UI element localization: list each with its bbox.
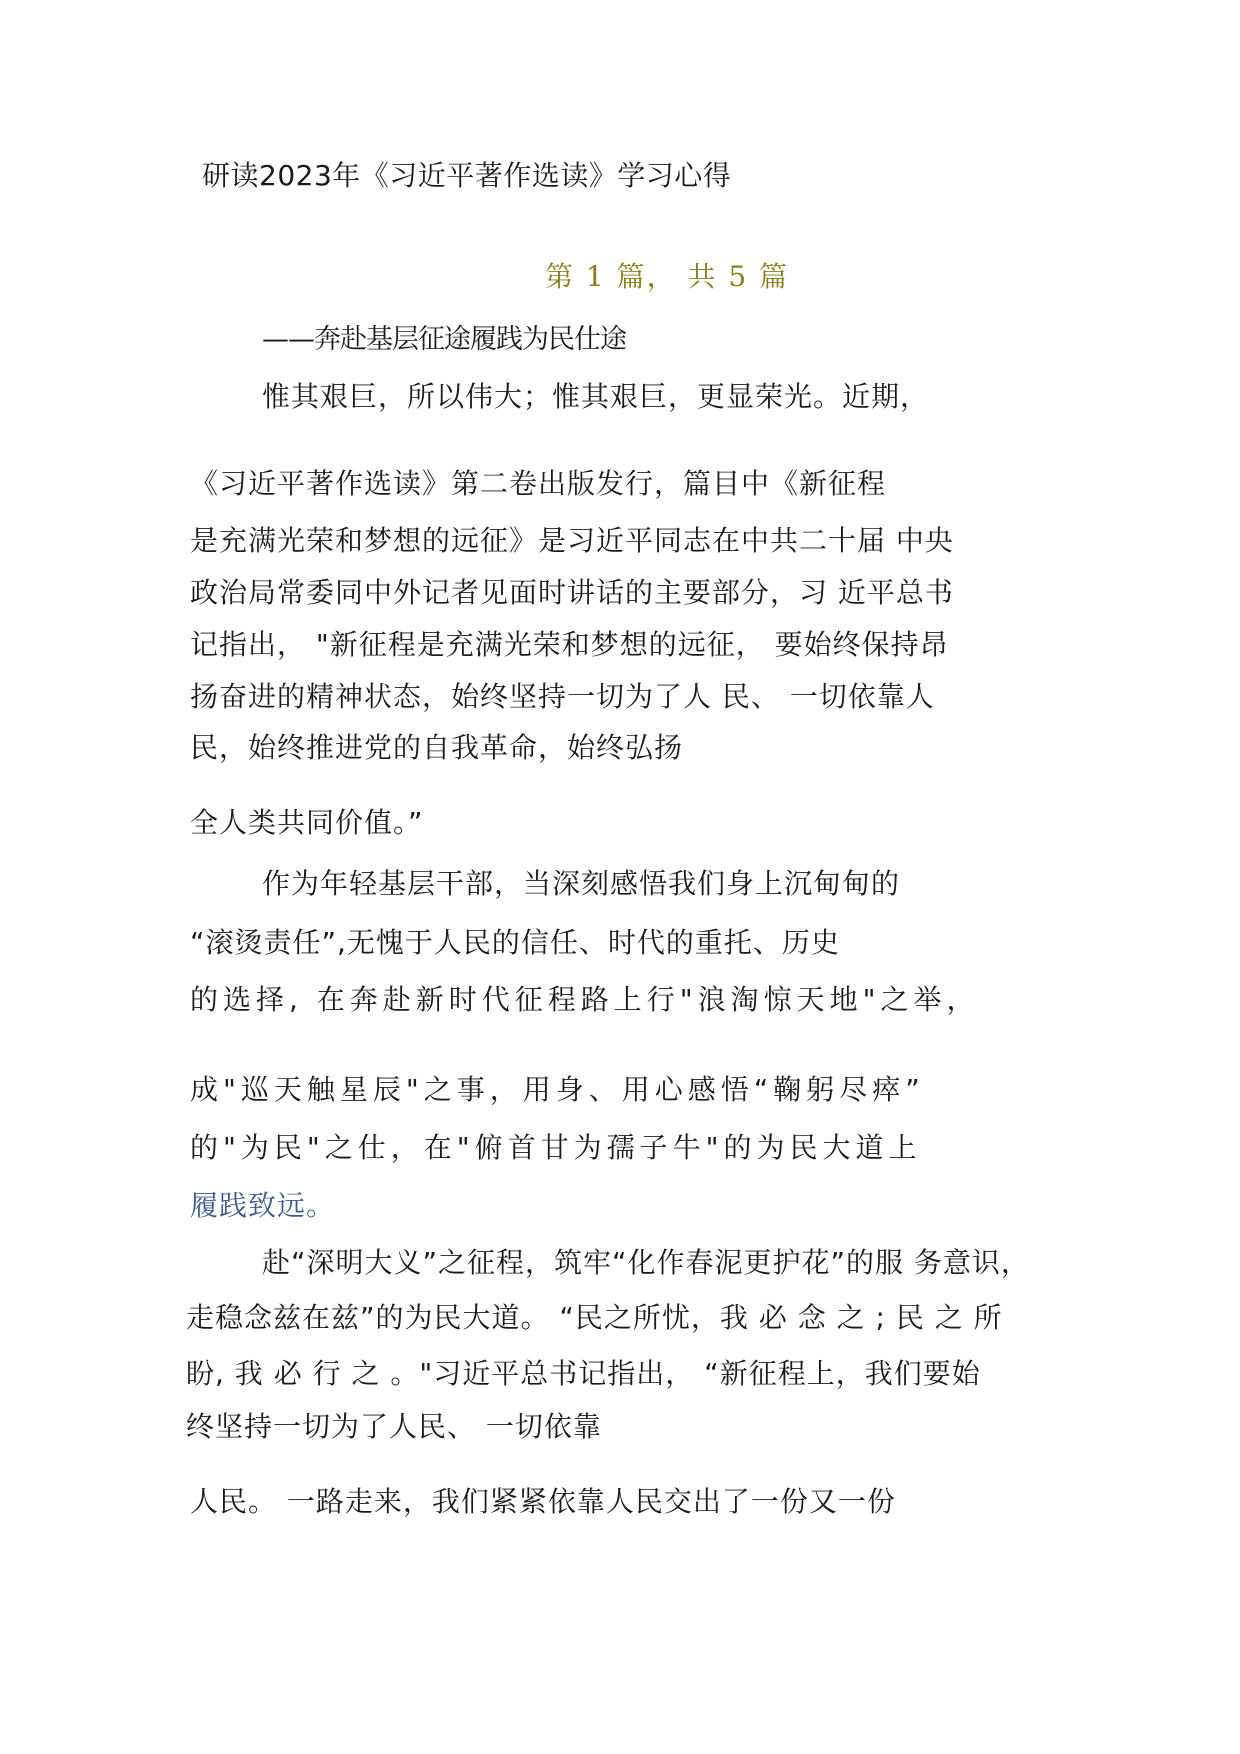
paragraph-line: 成"巡天触星辰"之事，用身、用心感悟“鞠躬尽瘁” <box>190 1073 925 1106</box>
paragraph-line: 履践致远。 <box>190 1189 336 1222</box>
paragraph-line: “滚烫责任”,无愧于人民的信任、时代的重托、历史 <box>190 926 840 959</box>
paragraph-line: 走稳念兹在兹”的为民大道。 “民之所忧，我 必 念 之 ; 民 之 所 <box>186 1301 1003 1334</box>
paragraph-line: 是充满光荣和梦想的远征》是习近平同志在中共二十届 中央 <box>190 524 954 557</box>
paragraph-line: 人民。 一路走来，我们紧紧依靠人民交出了一份又一份 <box>190 1485 896 1518</box>
paragraph-line: 赴“深明大义”之征程，筑牢“化作春泥更护花”的服 务意识， <box>262 1246 1030 1279</box>
paragraph-line: 的选择, 在奔赴新时代征程路上行"浪淘惊天地"之举， <box>190 983 980 1016</box>
subtitle: ——奔赴基层征途履践为民仕途 <box>262 324 626 355</box>
paragraph-line: 民，始终推进党的自我革命，始终弘扬 <box>190 731 684 764</box>
paragraph-line: 作为年轻基层干部，当深刻感悟我们身上沉甸甸的 <box>262 867 901 900</box>
paragraph-line: 的"为民"之仕，在"俯首甘为孺子牛"的为民大道上 <box>190 1131 922 1164</box>
paragraph-line: 《习近平著作选读》第二卷出版发行，篇目中《新征程 <box>190 467 887 500</box>
paragraph-line: 惟其艰巨，所以伟大；惟其艰巨，更显荣光。近期， <box>262 380 930 413</box>
part-label: 第 1 篇， 共 5 篇 <box>545 260 790 293</box>
paragraph-line: 扬奋进的精神状态，始终坚持一切为了人 民、 一切依靠人 <box>190 680 935 713</box>
paragraph-line: 全人类共同价值。” <box>190 806 424 839</box>
paragraph-line: 盼, 我 必 行 之 。"习近平总书记指出， “新征程上，我们要始 <box>186 1357 981 1390</box>
document-title: 研读2023年《习近平著作选读》学习心得 <box>202 159 732 192</box>
paragraph-line: 记指出， "新征程是充满光荣和梦想的远征， 要始终保持昂 <box>190 628 949 661</box>
paragraph-line: 终坚持一切为了人民、 一切依靠 <box>186 1410 602 1443</box>
paragraph-line: 政治局常委同中外记者见面时讲话的主要部分，习 近平总书 <box>190 576 954 609</box>
